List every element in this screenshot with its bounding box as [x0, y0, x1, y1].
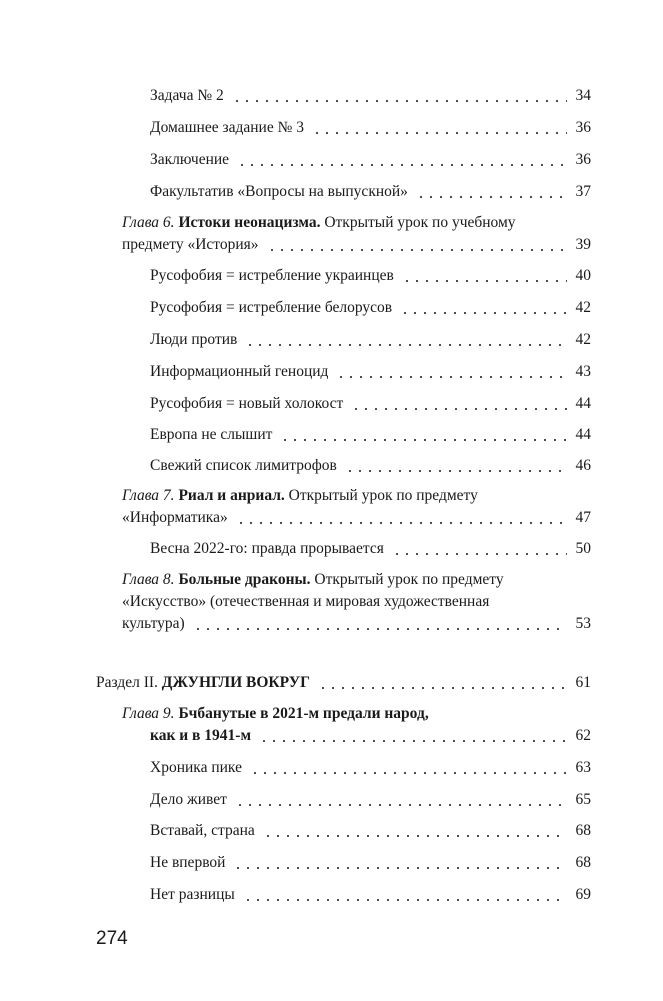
- toc-entry-title: Свежий список лимитрофов: [150, 457, 337, 474]
- toc-entry-page: 65: [575, 791, 591, 808]
- toc-entry-page: 53: [575, 615, 591, 632]
- toc-entry-title: Информационный геноцид: [150, 363, 329, 380]
- toc-entry[interactable]: [150, 149, 591, 171]
- chapter-desc: Открытый урок по учебному: [324, 214, 516, 231]
- toc-entry-page: 62: [575, 727, 591, 744]
- page-number: 274: [96, 928, 128, 949]
- toc-entry-title: Не впервой: [150, 854, 226, 871]
- chapter-label: Глава 8.: [122, 571, 175, 588]
- leader-dots: [232, 100, 567, 102]
- toc-entry-page: 50: [575, 540, 591, 557]
- toc-entry-page: 36: [575, 151, 591, 168]
- leader-dots: [243, 899, 567, 901]
- toc-entry[interactable]: [150, 181, 591, 203]
- toc-entry[interactable]: [150, 265, 591, 287]
- toc-entry-title: Хроника пике: [150, 759, 242, 776]
- toc-entry-page: 61: [575, 674, 591, 691]
- leader-dots: [351, 408, 567, 410]
- part-label-title: [96, 672, 310, 694]
- toc-entry[interactable]: [150, 424, 591, 446]
- chapter-desc-cont: культура): [122, 615, 185, 632]
- chapter-label: Глава 9.: [122, 705, 175, 722]
- leader-dots: [280, 439, 567, 441]
- chapter-heading[interactable]: [122, 703, 429, 725]
- part-heading[interactable]: [96, 672, 591, 694]
- leader-dots: [400, 312, 567, 314]
- chapter-title: Больные драконы.: [178, 571, 311, 588]
- toc-entry-page: 69: [575, 886, 591, 903]
- toc-entry-title: Русофобия = истребление украинцев: [150, 267, 394, 284]
- leader-dots: [236, 522, 567, 524]
- toc-entry-title: Европа не слышит: [150, 426, 273, 443]
- toc-entry-title: Русофобия = истребление белорусов: [150, 299, 393, 316]
- toc-entry-title: Нет разницы: [150, 886, 235, 903]
- leader-dots: [235, 804, 567, 806]
- toc-entry[interactable]: [122, 507, 591, 529]
- toc-entry[interactable]: [150, 789, 591, 811]
- toc-entry-title: Заключение: [150, 151, 230, 168]
- toc-entry-page: 44: [575, 395, 591, 412]
- toc-entry-title: Домашнее задание № 3: [150, 119, 305, 136]
- toc-entry-page: 43: [575, 363, 591, 380]
- leader-dots: [345, 470, 567, 472]
- toc-entry-title: Факультатив «Вопросы на выпускной»: [150, 183, 408, 200]
- toc-entry[interactable]: [150, 757, 591, 779]
- toc-entry[interactable]: [150, 725, 591, 747]
- toc-entry-page: 44: [575, 426, 591, 443]
- toc-entry-page: 37: [575, 183, 591, 200]
- leader-dots: [312, 132, 567, 134]
- toc-entry-title: Дело живет: [150, 791, 227, 808]
- chapter-desc: Открытый урок по предмету: [288, 487, 478, 504]
- chapter-desc-cont: предмету «История»: [122, 236, 259, 253]
- chapter-label: Глава 6.: [122, 214, 175, 231]
- toc-entry[interactable]: [150, 393, 591, 415]
- toc-entry[interactable]: [150, 538, 591, 560]
- chapter-heading[interactable]: [122, 569, 504, 591]
- toc-entry-title: Задача № 2: [150, 87, 224, 104]
- toc-entry-title: Русофобия = новый холокост: [150, 395, 344, 412]
- leader-dots: [267, 249, 567, 251]
- toc-entry-page: 68: [575, 822, 591, 839]
- leader-dots: [259, 740, 567, 742]
- chapter-heading[interactable]: [122, 212, 516, 234]
- chapter-label: Глава 7.: [122, 487, 175, 504]
- toc-entry[interactable]: [150, 297, 591, 319]
- toc-entry-title: Вставай, страна: [150, 822, 255, 839]
- leader-dots: [416, 196, 567, 198]
- toc-entry-page: 68: [575, 854, 591, 871]
- toc-entry-page: 36: [575, 119, 591, 136]
- part-label: Раздел II.: [96, 674, 158, 691]
- chapter-desc-cont: «Информатика»: [122, 509, 228, 526]
- toc-entry[interactable]: [150, 455, 591, 477]
- toc-entry[interactable]: [150, 852, 591, 874]
- leader-dots: [245, 344, 567, 346]
- chapter-desc-line: «Искусство» (отечественная и мировая художественная: [122, 593, 490, 610]
- leader-dots: [336, 376, 567, 378]
- toc-entry[interactable]: [122, 613, 591, 635]
- part-title: ДЖУНГЛИ ВОКРУГ: [161, 674, 310, 691]
- chapter-title: Истоки неонацизма.: [178, 214, 321, 231]
- toc-entry-page: 42: [575, 331, 591, 348]
- chapter-title: Риал и анриал.: [178, 487, 285, 504]
- toc-entry-page: 40: [575, 267, 591, 284]
- leader-dots: [237, 164, 567, 166]
- toc-entry[interactable]: [150, 117, 591, 139]
- chapter-heading[interactable]: [122, 485, 478, 507]
- chapter-title-cont: как и в 1941-м: [150, 727, 252, 744]
- toc-entry[interactable]: [150, 85, 591, 107]
- toc-entry-page: 47: [575, 509, 591, 526]
- toc-entry[interactable]: [150, 361, 591, 383]
- leader-dots: [392, 553, 567, 555]
- leader-dots: [250, 772, 567, 774]
- toc-entry[interactable]: [150, 884, 591, 906]
- chapter-desc: Открытый урок по предмету: [314, 571, 504, 588]
- toc-entry-page: 39: [575, 236, 591, 253]
- toc-entry[interactable]: [150, 820, 591, 842]
- toc-entry-page: 46: [575, 457, 591, 474]
- toc-entry[interactable]: [122, 234, 591, 256]
- toc-entry-title: Люди против: [150, 331, 238, 348]
- chapter-title: Бчбанутые в 2021-м предали народ,: [178, 705, 429, 722]
- leader-dots: [318, 687, 567, 689]
- toc-entry[interactable]: [150, 329, 591, 351]
- leader-dots: [233, 867, 567, 869]
- toc-entry-page: 34: [575, 87, 591, 104]
- toc-entry-page: 42: [575, 299, 591, 316]
- leader-dots: [402, 280, 567, 282]
- toc-entry-page: 63: [575, 759, 591, 776]
- toc-entry-title: Весна 2022-го: правда прорывается: [150, 540, 384, 557]
- leader-dots: [263, 835, 567, 837]
- leader-dots: [193, 628, 567, 630]
